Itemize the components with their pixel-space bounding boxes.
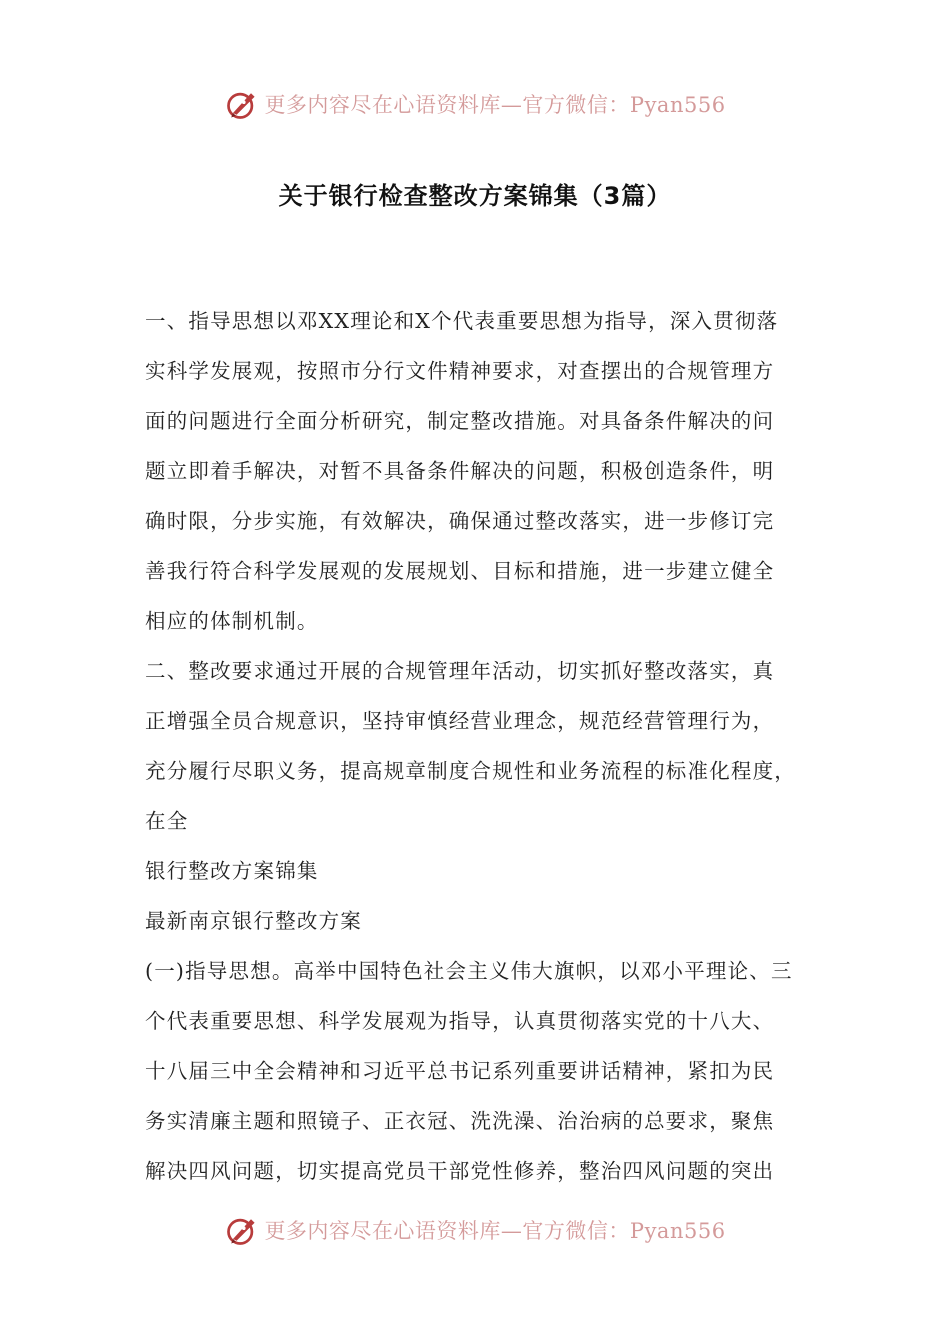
text-line: 银行整改方案锦集 bbox=[145, 859, 319, 883]
footer-banner bbox=[0, 1210, 950, 1250]
text-line: 善我行符合科学发展观的发展规划、目标和措施，进一步建立健全 bbox=[145, 559, 775, 583]
text-line: 二、整改要求通过开展的合规管理年活动，切实抓好整改落实，真 bbox=[145, 659, 775, 683]
document-body bbox=[145, 296, 815, 1196]
text-line: 面的问题进行全面分析研究，制定整改措施。对具备条件解决的问 bbox=[145, 409, 775, 433]
header-banner bbox=[0, 84, 950, 124]
pen-logo-icon bbox=[224, 86, 260, 122]
text-line: 一、指导思想以邓XX理论和X个代表重要思想为指导，深入贯彻落 bbox=[145, 309, 779, 333]
text-line: 正增强全员合规意识，坚持审慎经营业理念，规范经营管理行为， bbox=[145, 709, 775, 733]
text-line: 务实清廉主题和照镜子、正衣冠、洗洗澡、治治病的总要求，聚焦 bbox=[145, 1109, 775, 1133]
pen-logo-icon bbox=[224, 1212, 260, 1248]
text-line: 最新南京银行整改方案 bbox=[145, 909, 362, 933]
text-line: 题立即着手解决，对暂不具备条件解决的问题，积极创造条件，明 bbox=[145, 459, 775, 483]
text-line: (一)指导思想。高举中国特色社会主义伟大旗帜，以邓小平理论、三 bbox=[145, 959, 793, 983]
text-line: 充分履行尽职义务，提高规章制度合规性和业务流程的标准化程度， bbox=[145, 759, 796, 783]
text-line: 确时限，分步实施，有效解决，确保通过整改落实，进一步修订完 bbox=[145, 509, 775, 533]
text-line: 个代表重要思想、科学发展观为指导，认真贯彻落实党的十八大、 bbox=[145, 1009, 775, 1033]
text-line: 十八届三中全会精神和习近平总书记系列重要讲话精神，紧扣为民 bbox=[145, 1059, 775, 1083]
text-line: 在全 bbox=[145, 809, 189, 833]
banner-text: 更多内容尽在心语资料库—官方微信：Pyan556 bbox=[264, 1219, 726, 1243]
text-line: 实科学发展观，按照市分行文件精神要求，对查摆出的合规管理方 bbox=[145, 359, 775, 383]
text-line: 相应的体制机制。 bbox=[145, 609, 319, 633]
document-title: 关于银行检查整改方案锦集（3篇） bbox=[278, 182, 672, 210]
text-line: 解决四风问题，切实提高党员干部党性修养，整治四风问题的突出 bbox=[145, 1159, 775, 1183]
banner-text: 更多内容尽在心语资料库—官方微信：Pyan556 bbox=[264, 93, 726, 117]
